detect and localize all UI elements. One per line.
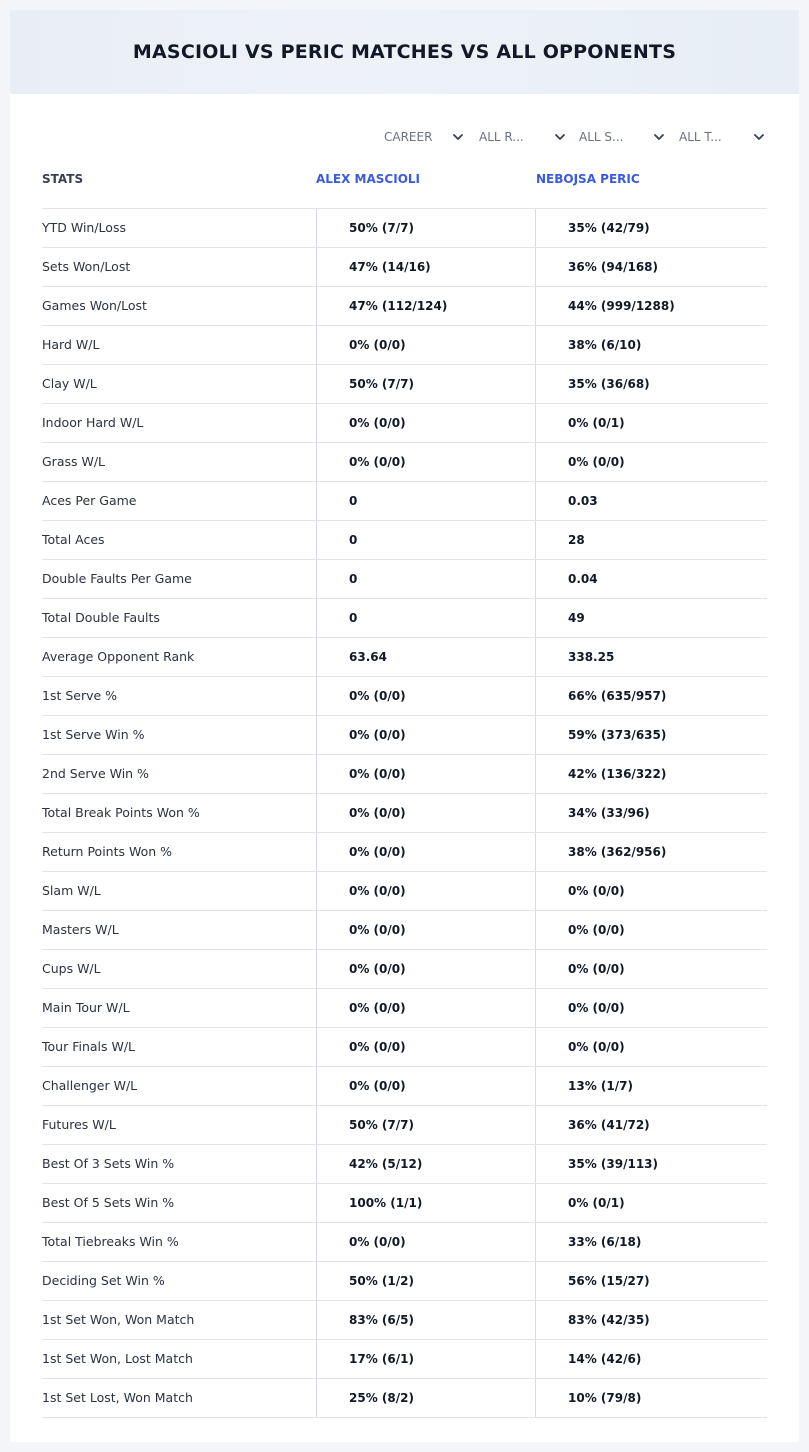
player1-stat-value: 0% (0/0) [349, 455, 406, 469]
stat-label: Total Tiebreaks Win % [42, 1234, 179, 1249]
filter-round-dropdown[interactable] [479, 126, 566, 148]
player2-stat-value: 13% (1/7) [568, 1079, 633, 1093]
stat-label: Double Faults Per Game [42, 571, 192, 586]
table-row [42, 365, 767, 404]
stat-label: Indoor Hard W/L [42, 415, 144, 430]
table-row [42, 560, 767, 599]
player2-stat-value: 36% (41/72) [568, 1118, 650, 1132]
stat-label: Best Of 3 Sets Win % [42, 1156, 175, 1171]
player1-stat-value: 50% (7/7) [349, 377, 414, 391]
filter-tournament-label: ALL T... [679, 130, 722, 144]
chevron-down-icon [753, 131, 765, 143]
table-row [42, 287, 767, 326]
stat-label: Hard W/L [42, 337, 100, 352]
table-row [42, 755, 767, 794]
player1-stat-value: 0% (0/0) [349, 689, 406, 703]
player1-stat-value: 17% (6/1) [349, 1352, 414, 1366]
table-row [42, 521, 767, 560]
table-row [42, 326, 767, 365]
stat-label: Tour Finals W/L [42, 1039, 136, 1054]
table-row [42, 443, 767, 482]
player1-stat-value: 0 [349, 494, 358, 508]
table-row [42, 1379, 767, 1418]
table-row [42, 1145, 767, 1184]
stat-label: Slam W/L [42, 883, 101, 898]
page-header [10, 10, 799, 94]
stat-label: Total Double Faults [42, 610, 160, 625]
player1-stat-value: 25% (8/2) [349, 1391, 414, 1405]
table-row [42, 911, 767, 950]
table-row [42, 1028, 767, 1067]
stat-label: Return Points Won % [42, 844, 173, 859]
player2-stat-value: 34% (33/96) [568, 806, 650, 820]
stat-label: 2nd Serve Win % [42, 766, 149, 781]
stat-label: YTD Win/Loss [42, 220, 126, 235]
stat-label: Best Of 5 Sets Win % [42, 1195, 175, 1210]
player1-stat-value: 0% (0/0) [349, 1040, 406, 1054]
player2-stat-value: 59% (373/635) [568, 728, 667, 742]
player2-stat-value: 0% (0/1) [568, 1196, 625, 1210]
player1-stat-value: 0% (0/0) [349, 1235, 406, 1249]
player2-stat-value: 338.25 [568, 650, 615, 664]
stats-table [42, 208, 767, 1418]
player1-stat-value: 47% (14/16) [349, 260, 431, 274]
player2-stat-value: 35% (36/68) [568, 377, 650, 391]
stat-label: 1st Serve % [42, 688, 118, 703]
player2-stat-value: 0% (0/0) [568, 1001, 625, 1015]
player1-stat-value: 0 [349, 533, 358, 547]
table-row [42, 1340, 767, 1379]
player2-stat-value: 0% (0/0) [568, 884, 625, 898]
player2-stat-value: 38% (6/10) [568, 338, 642, 352]
player1-stat-value: 0% (0/0) [349, 1001, 406, 1015]
stat-label: Main Tour W/L [42, 1000, 130, 1015]
player1-stat-value: 0% (0/0) [349, 923, 406, 937]
stat-label: Deciding Set Win % [42, 1273, 165, 1288]
player2-stat-value: 14% (42/6) [568, 1352, 642, 1366]
player2-stat-value: 42% (136/322) [568, 767, 667, 781]
table-row [42, 794, 767, 833]
stat-label: Games Won/Lost [42, 298, 147, 313]
table-row [42, 1184, 767, 1223]
table-row [42, 1262, 767, 1301]
player1-stat-value: 50% (7/7) [349, 1118, 414, 1132]
filter-bar [10, 126, 799, 148]
player2-stat-value: 0% (0/0) [568, 962, 625, 976]
stat-label: Aces Per Game [42, 493, 137, 508]
filter-surface-label: ALL S... [579, 130, 624, 144]
table-row [42, 248, 767, 287]
player2-stat-value: 49 [568, 611, 585, 625]
player2-stat-value: 33% (6/18) [568, 1235, 642, 1249]
stat-label: Grass W/L [42, 454, 106, 469]
chevron-down-icon [452, 131, 464, 143]
filter-round-label: ALL R... [479, 130, 524, 144]
page-title: MASCIOLI VS PERIC MATCHES VS ALL OPPONENTS [132, 41, 677, 63]
table-row [42, 950, 767, 989]
stat-label: 1st Set Won, Lost Match [42, 1351, 193, 1366]
table-row [42, 599, 767, 638]
player1-stat-value: 50% (1/2) [349, 1274, 414, 1288]
stat-label: 1st Set Won, Won Match [42, 1312, 195, 1327]
player2-stat-value: 0.03 [568, 494, 598, 508]
player1-stat-value: 0% (0/0) [349, 845, 406, 859]
stat-label: Masters W/L [42, 922, 119, 937]
player1-stat-value: 50% (7/7) [349, 221, 414, 235]
stat-label: 1st Serve Win % [42, 727, 145, 742]
player2-stat-value: 66% (635/957) [568, 689, 667, 703]
player2-stat-value: 36% (94/168) [568, 260, 658, 274]
table-row [42, 1067, 767, 1106]
table-row [42, 833, 767, 872]
player1-stat-value: 63.64 [349, 650, 387, 664]
player2-stat-value: 35% (42/79) [568, 221, 650, 235]
table-row [42, 638, 767, 677]
chevron-down-icon [554, 131, 566, 143]
player1-name-link[interactable]: ALEX MASCIOLI [316, 172, 421, 186]
filter-surface-dropdown[interactable] [579, 126, 665, 148]
stats-column-header: STATS [42, 172, 84, 186]
stat-label: Total Break Points Won % [42, 805, 200, 820]
player1-stat-value: 83% (6/5) [349, 1313, 414, 1327]
filter-period-label: CAREER [384, 130, 433, 144]
table-row [42, 677, 767, 716]
player1-stat-value: 0% (0/0) [349, 806, 406, 820]
table-row [42, 1106, 767, 1145]
player2-stat-value: 0% (0/0) [568, 455, 625, 469]
table-row [42, 404, 767, 443]
player2-name-link[interactable]: NEBOJSA PERIC [536, 172, 640, 186]
filter-tournament-dropdown[interactable] [679, 126, 765, 148]
table-row [42, 482, 767, 521]
player1-stat-value: 0% (0/0) [349, 1079, 406, 1093]
table-row [42, 872, 767, 911]
player1-stat-value: 0% (0/0) [349, 767, 406, 781]
player2-stat-value: 0% (0/1) [568, 416, 625, 430]
player1-stat-value: 0% (0/0) [349, 338, 406, 352]
player2-stat-value: 0.04 [568, 572, 598, 586]
player1-stat-value: 0 [349, 611, 358, 625]
player1-stat-value: 42% (5/12) [349, 1157, 423, 1171]
stat-label: Average Opponent Rank [42, 649, 195, 664]
player2-stat-value: 38% (362/956) [568, 845, 667, 859]
player1-stat-value: 0% (0/0) [349, 728, 406, 742]
table-row [42, 209, 767, 248]
player2-stat-value: 83% (42/35) [568, 1313, 650, 1327]
table-row [42, 1223, 767, 1262]
player2-stat-value: 0% (0/0) [568, 1040, 625, 1054]
stats-card [10, 10, 799, 1442]
player1-stat-value: 47% (112/124) [349, 299, 448, 313]
player1-stat-value: 0% (0/0) [349, 884, 406, 898]
player1-stat-value: 0% (0/0) [349, 416, 406, 430]
player2-stat-value: 10% (79/8) [568, 1391, 642, 1405]
stat-label: Clay W/L [42, 376, 97, 391]
stat-label: 1st Set Lost, Won Match [42, 1390, 193, 1405]
player2-stat-value: 0% (0/0) [568, 923, 625, 937]
player1-stat-value: 100% (1/1) [349, 1196, 423, 1210]
player2-stat-value: 28 [568, 533, 585, 547]
stat-label: Total Aces [42, 532, 105, 547]
player1-stat-value: 0 [349, 572, 358, 586]
player2-stat-value: 44% (999/1288) [568, 299, 675, 313]
filter-period-dropdown[interactable] [384, 126, 464, 148]
table-row [42, 716, 767, 755]
player1-stat-value: 0% (0/0) [349, 962, 406, 976]
player2-stat-value: 56% (15/27) [568, 1274, 650, 1288]
chevron-down-icon [653, 131, 665, 143]
stat-label: Sets Won/Lost [42, 259, 131, 274]
table-row [42, 1301, 767, 1340]
stat-label: Cups W/L [42, 961, 101, 976]
stat-label: Challenger W/L [42, 1078, 138, 1093]
player2-stat-value: 35% (39/113) [568, 1157, 658, 1171]
stat-label: Futures W/L [42, 1117, 116, 1132]
table-row [42, 989, 767, 1028]
